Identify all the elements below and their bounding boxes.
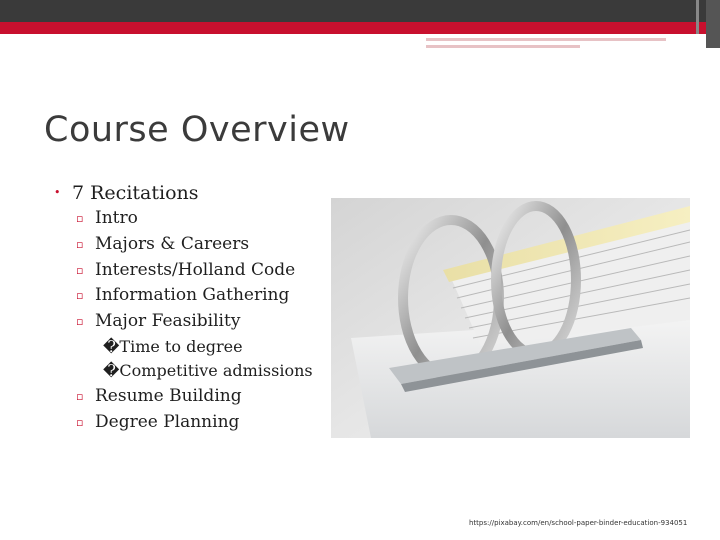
bullet-text: Intro	[95, 208, 138, 228]
top-accent-bar	[0, 22, 706, 34]
sub-bullet-item[interactable]	[28, 410, 313, 436]
bullet-square-icon: ▫	[76, 389, 84, 403]
bullet-square-icon: ▫	[76, 263, 84, 277]
bullet-square-icon: ▫	[76, 415, 84, 429]
sub-bullet-item[interactable]	[28, 206, 313, 232]
bullet-text: Resume Building	[95, 385, 242, 406]
bullet-item[interactable]	[28, 180, 313, 206]
bullet-text: �Time to degree	[103, 336, 243, 356]
slide-title[interactable]: Course Overview	[44, 110, 350, 150]
sub-bullet-item[interactable]	[28, 232, 313, 258]
bullet-square-icon: ▫	[76, 237, 84, 251]
bullet-text: Interests/Holland Code	[95, 259, 296, 280]
sub-bullet-item[interactable]	[28, 309, 313, 335]
sub-bullet-item[interactable]	[28, 384, 313, 410]
top-decor-bar	[0, 0, 720, 22]
bullet-text: Degree Planning	[95, 411, 240, 432]
sub-sub-bullet-item[interactable]	[28, 335, 313, 360]
bullet-text: Major Feasibility	[95, 311, 241, 332]
bullet-square-icon: ▫	[76, 212, 84, 225]
sub-bullet-item[interactable]	[28, 283, 313, 309]
bullet-square-icon: ▫	[76, 315, 84, 329]
bullet-square-icon: ▫	[76, 289, 84, 303]
bullet-text: Majors & Careers	[95, 233, 250, 254]
sub-sub-bullet-item[interactable]	[28, 359, 313, 384]
bullet-text: 7 Recitations	[72, 182, 199, 204]
bullet-list[interactable]	[28, 180, 313, 436]
accent-line-short	[426, 45, 580, 48]
bullet-text: �Competitive admissions	[103, 361, 313, 381]
ring-binder-photo[interactable]	[331, 198, 690, 438]
image-credit-link[interactable]: https://pixabay.com/en/school-paper-binder-education-934051	[469, 519, 688, 527]
accent-line	[426, 38, 666, 41]
bullet-dot-icon: •	[54, 186, 61, 199]
sub-bullet-item[interactable]	[28, 258, 313, 284]
top-right-decor	[706, 0, 720, 48]
bullet-text: Information Gathering	[95, 285, 290, 306]
top-notch-decor	[696, 0, 699, 34]
